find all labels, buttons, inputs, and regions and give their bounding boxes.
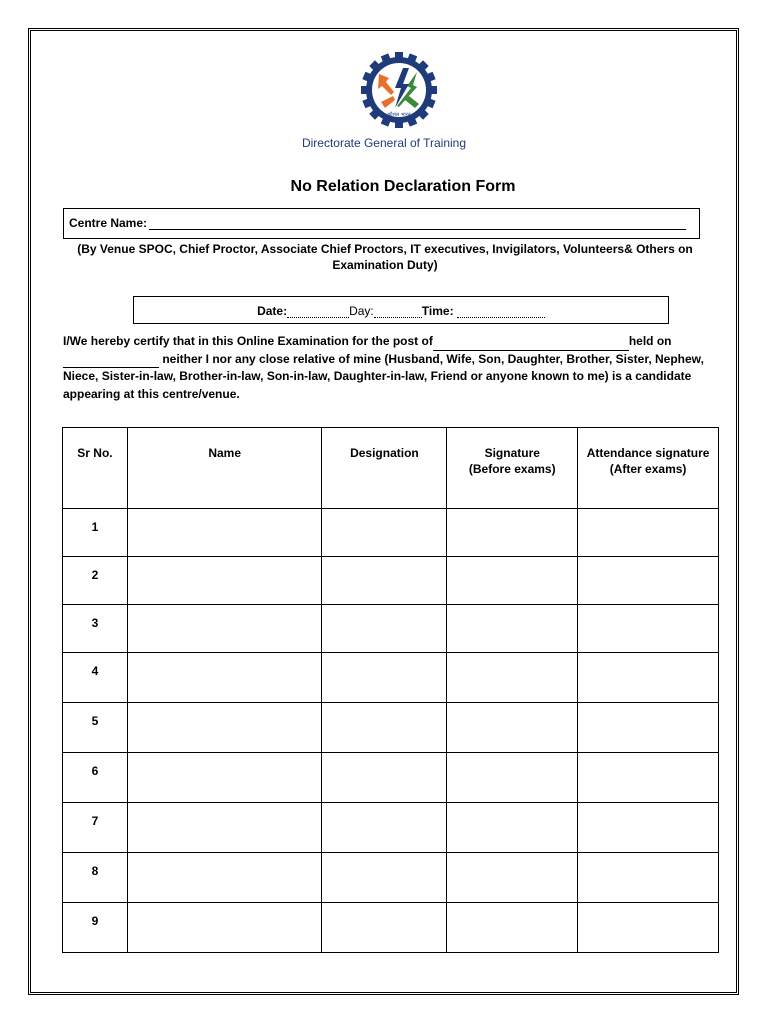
date-field[interactable] [287, 305, 349, 318]
time-field[interactable] [457, 305, 545, 318]
declaration-text [63, 333, 719, 403]
header-designation: Designation [322, 428, 447, 509]
date-day-time-box [133, 296, 669, 324]
row-name-cell[interactable] [127, 803, 322, 853]
row-name-cell[interactable] [127, 653, 322, 703]
row-attendance-cell[interactable] [578, 557, 719, 605]
centre-name-box [63, 208, 700, 239]
row-signature-cell[interactable] [447, 653, 578, 703]
row-designation-cell[interactable] [322, 753, 447, 803]
table-header-row [63, 428, 719, 509]
table-row [63, 753, 719, 803]
svg-text:कौशल भारत: कौशल भारत [387, 112, 411, 118]
header-sr-no: Sr No. [63, 428, 128, 509]
row-attendance-cell[interactable] [578, 653, 719, 703]
row-sr-no: 5 [63, 703, 128, 753]
duty-note: (By Venue SPOC, Chief Proctor, Associate Chief Proctors, IT executives, Invigilators, Volunteers& Others on Examination Duty) [77, 242, 693, 272]
table-row [63, 703, 719, 753]
row-designation-cell[interactable] [322, 703, 447, 753]
row-designation-cell[interactable] [322, 605, 447, 653]
row-sr-no: 3 [63, 605, 128, 653]
row-attendance-cell[interactable] [578, 605, 719, 653]
row-attendance-cell[interactable] [578, 853, 719, 903]
row-name-cell[interactable] [127, 509, 322, 557]
org-name: Directorate General of Training [301, 136, 467, 150]
attendance-table [62, 427, 719, 953]
row-attendance-cell[interactable] [578, 703, 719, 753]
table-row [63, 903, 719, 953]
header-attendance-line2: (After exams) [609, 462, 687, 476]
day-label: Day: [349, 304, 374, 318]
row-sr-no: 7 [63, 803, 128, 853]
header-attendance [578, 428, 719, 509]
header-signature-line1: Signature [484, 446, 540, 460]
row-name-cell[interactable] [127, 853, 322, 903]
row-attendance-cell[interactable] [578, 509, 719, 557]
row-name-cell[interactable] [127, 753, 322, 803]
header-attendance-line1: Attendance signature [586, 446, 710, 460]
table-row [63, 653, 719, 703]
row-designation-cell[interactable] [322, 653, 447, 703]
row-designation-cell[interactable] [322, 509, 447, 557]
held-on-date-field[interactable] [63, 355, 159, 368]
row-sr-no: 9 [63, 903, 128, 953]
row-sr-no: 1 [63, 509, 128, 557]
header-signature [447, 428, 578, 509]
row-signature-cell[interactable] [447, 853, 578, 903]
row-sr-no: 4 [63, 653, 128, 703]
row-name-cell[interactable] [127, 605, 322, 653]
row-signature-cell[interactable] [447, 557, 578, 605]
row-signature-cell[interactable] [447, 703, 578, 753]
table-row [63, 557, 719, 605]
form-title: No Relation Declaration Form [290, 178, 516, 195]
row-sr-no: 6 [63, 753, 128, 803]
row-name-cell[interactable] [127, 703, 322, 753]
declaration-part-1: I/We hereby certify that in this Online Examination for the post of [63, 334, 433, 348]
table-row [63, 853, 719, 903]
day-field[interactable] [374, 305, 422, 318]
row-designation-cell[interactable] [322, 557, 447, 605]
declaration-part-2: held on [628, 334, 672, 348]
row-sr-no: 2 [63, 557, 128, 605]
row-attendance-cell[interactable] [578, 803, 719, 853]
row-signature-cell[interactable] [447, 753, 578, 803]
row-name-cell[interactable] [127, 557, 322, 605]
row-signature-cell[interactable] [447, 605, 578, 653]
row-signature-cell[interactable] [447, 903, 578, 953]
table-row [63, 605, 719, 653]
centre-name-field[interactable] [149, 217, 686, 230]
row-sr-no: 8 [63, 853, 128, 903]
header-signature-line2: (Before exams) [468, 462, 556, 476]
row-signature-cell[interactable] [447, 803, 578, 853]
row-designation-cell[interactable] [322, 903, 447, 953]
row-signature-cell[interactable] [447, 509, 578, 557]
dgt-gear-logo-icon [359, 50, 439, 132]
declaration-part-3: neither I nor any close relative of mine (Husband, Wife, Son, Daughter, Brother, Sister, Nephew, Niece, Sister-in-law, Brother-in-law, Son-in-law, Daughter-in-law, Friend or anyone known to me) is a candidate appearing at this centre/venue. [63, 351, 704, 401]
post-field[interactable] [433, 338, 629, 351]
row-name-cell[interactable] [127, 903, 322, 953]
row-attendance-cell[interactable] [578, 753, 719, 803]
time-label: Time: [421, 304, 454, 318]
row-attendance-cell[interactable] [578, 903, 719, 953]
table-row [63, 509, 719, 557]
row-designation-cell[interactable] [322, 853, 447, 903]
row-designation-cell[interactable] [322, 803, 447, 853]
centre-name-label: Centre Name: [69, 216, 148, 230]
header-name: Name [127, 428, 322, 509]
table-row [63, 803, 719, 853]
date-label: Date: [257, 304, 288, 318]
